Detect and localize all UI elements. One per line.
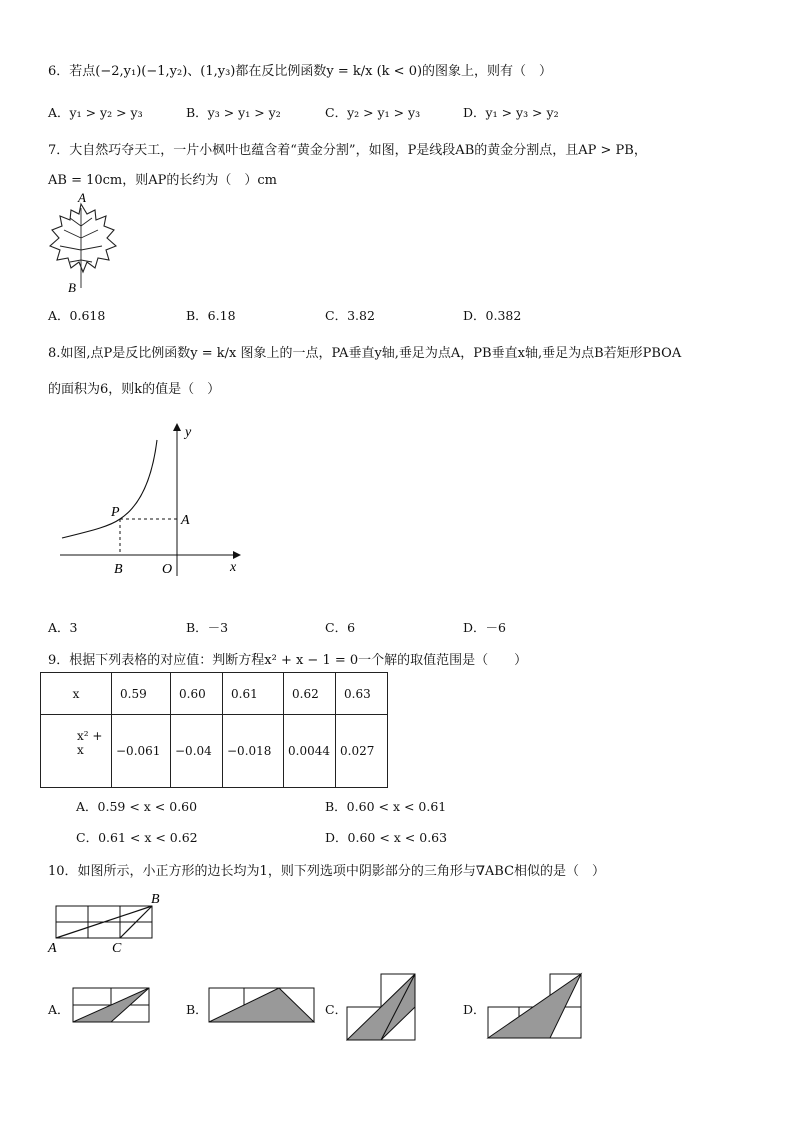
- origin-label: O: [162, 562, 173, 577]
- q7-stem-line1: 7．大自然巧夺天工，一片小枫叶也蕴含着“黄金分割”，如图，P是线段AB的黄金分割点，且AP > PB，: [48, 143, 647, 158]
- point-p-label: P: [111, 505, 120, 520]
- maple-leaf-figure: [40, 192, 122, 297]
- q10-option-d-label: D．: [463, 1002, 486, 1017]
- q6-stem: 6．若点(−2,y₁)(−1,y₂)、(1,y₃)都在反比例函数y = k/x (k < 0)的图象上，则有（ ）: [48, 64, 553, 79]
- table-cell: 0.027: [336, 715, 388, 788]
- q8-stem-line2: 的面积为6，则k的值是（ ）: [48, 382, 221, 397]
- table-row: [41, 715, 388, 788]
- y-axis-label: y: [185, 425, 192, 440]
- q6-option-c: C．y₂ > y₁ > y₃: [325, 105, 421, 120]
- table-cell: 0.60: [171, 673, 223, 715]
- table-row: [41, 673, 388, 715]
- q7-option-c: C．3.82: [325, 308, 375, 323]
- q9-option-a: A．0.59 < x < 0.60: [76, 799, 198, 814]
- q10-option-a-label: A．: [48, 1002, 70, 1017]
- table-cell: 0.0044: [284, 715, 336, 788]
- q10-option-d-figure: [486, 972, 584, 1042]
- q8-option-d: D．－6: [463, 620, 506, 635]
- q6-option-d: D．y₁ > y₃ > y₂: [463, 105, 559, 120]
- table-cell: −0.04: [171, 715, 223, 788]
- q7-option-d: D．0.382: [463, 308, 522, 323]
- q9-option-b: B．0.60 < x < 0.61: [325, 799, 447, 814]
- hyperbola-curve: [62, 440, 157, 538]
- label-c: C: [112, 941, 122, 955]
- q10-option-c-label: C．: [325, 1002, 348, 1017]
- point-a-label: A: [181, 513, 190, 528]
- table-cell: −0.061: [112, 715, 171, 788]
- table-cell: 0.62: [284, 673, 336, 715]
- q9-stem: 9．根据下列表格的对应值：判断方程x² + x − 1 = 0一个解的取值范围是（ ）: [48, 653, 528, 668]
- leaf-label-b: B: [68, 280, 76, 295]
- q8-option-c: C．6: [325, 620, 356, 635]
- shaded-triangle: [209, 988, 314, 1022]
- table-header-expression: x² + x: [41, 715, 112, 788]
- q10-option-b-figure: [208, 986, 318, 1024]
- q10-option-c-figure: [346, 972, 418, 1042]
- table-header-x: x: [41, 673, 112, 715]
- q9-option-c: C．0.61 < x < 0.62: [76, 830, 198, 845]
- q10-option-b-label: B．: [186, 1002, 208, 1017]
- hyperbola-figure: [50, 418, 255, 580]
- q7-option-a: A．0.618: [48, 308, 106, 323]
- label-a: A: [48, 941, 57, 955]
- q10-stem: 10．如图所示，小正方形的边长均为1，则下列选项中阴影部分的三角形与∇ABC相似的是（ ）: [48, 864, 606, 879]
- leaf-label-a: A: [78, 192, 86, 205]
- q7-option-b: B．6.18: [186, 308, 236, 323]
- q8-option-a: A．3: [48, 620, 78, 635]
- shaded-triangle: [488, 974, 581, 1038]
- maple-leaf-outline: [50, 204, 116, 272]
- q6-option-b: B．y₃ > y₁ > y₂: [186, 105, 281, 120]
- table-cell: −0.018: [223, 715, 284, 788]
- q10-option-a-figure: [72, 986, 152, 1024]
- table-cell: 0.63: [336, 673, 388, 715]
- x-axis-label: x: [230, 560, 237, 575]
- value-table: [40, 672, 388, 788]
- table-cell: 0.59: [112, 673, 171, 715]
- label-b: B: [151, 892, 160, 907]
- q8-stem-line1: 8.如图,点P是反比例函数y = k/x 图象上的一点，PA垂直y轴,垂足为点A，PB垂直x轴,垂足为点B若矩形PBOA: [48, 346, 682, 361]
- point-b-label: B: [114, 562, 123, 577]
- table-cell: 0.61: [223, 673, 284, 715]
- q7-stem-line2: AB = 10cm，则AP的长约为（ ）cm: [48, 173, 277, 188]
- q9-option-d: D．0.60 < x < 0.63: [325, 830, 448, 845]
- q8-option-b: B．－3: [186, 620, 229, 635]
- q6-option-a: A．y₁ > y₂ > y₃: [48, 105, 143, 120]
- triangle-abc-figure: [44, 890, 174, 955]
